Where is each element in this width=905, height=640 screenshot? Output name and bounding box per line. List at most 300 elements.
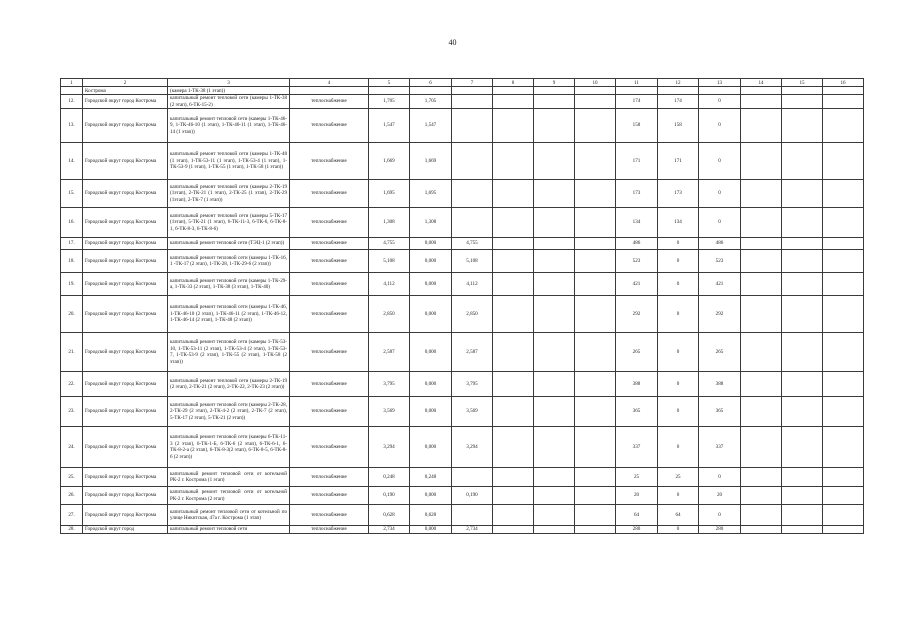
cell-value-12: 0 xyxy=(658,427,699,468)
cell-value-13: 20 xyxy=(699,487,741,505)
cell-empty xyxy=(534,505,575,526)
cell-empty xyxy=(782,250,823,273)
cell-municipality: Городской округ город Кострома xyxy=(83,180,168,208)
cell-row-number: 14. xyxy=(61,143,83,180)
cell-empty xyxy=(741,180,782,208)
cell-value-6: 1,705 xyxy=(410,95,452,109)
cell-value-11: 265 xyxy=(616,333,658,372)
cell-municipality: Городской округ город Кострома xyxy=(83,273,168,296)
cell-value-12: 0 xyxy=(658,487,699,505)
cell-value-7: 3,294 xyxy=(452,427,493,468)
cell-value-5: 4,112 xyxy=(369,273,410,296)
table-row xyxy=(61,250,864,273)
table-row xyxy=(61,397,864,427)
cell-value-12: 0 xyxy=(658,333,699,372)
cell-row-number: 24. xyxy=(61,427,83,468)
cell-empty xyxy=(741,372,782,397)
cell-value-7: 3,795 xyxy=(452,372,493,397)
cell-empty xyxy=(575,526,616,534)
cell-empty xyxy=(534,427,575,468)
cell-empty xyxy=(782,505,823,526)
cell-service-type: теплоснабжение xyxy=(290,505,369,526)
cell-empty xyxy=(493,397,534,427)
cell-empty xyxy=(575,238,616,250)
cell-empty xyxy=(575,143,616,180)
cell-value-11: 337 xyxy=(616,427,658,468)
cell-value-13: 0 xyxy=(699,208,741,238)
cell-empty xyxy=(741,273,782,296)
data-table xyxy=(60,78,864,534)
cell-description: капитальный ремонт тепловой сети от котельной РК-2 г. Кострома (2 этап) xyxy=(168,487,290,505)
cell-description: капитальный ремонт тепловой сети (камеры 1-ТК-53-10, 1-ТК-53-11 (2 этап), 1-ТК-53-4 (2 этап), 1-ТК-53-7, 1-ТК-53-9 (2 этап), 1-ТК-55 (2 этап), 1-ТК-58 (2 этап)) xyxy=(168,333,290,372)
cell-empty xyxy=(534,296,575,333)
cell-value-11: 280 xyxy=(616,526,658,534)
cell-municipality: Городской округ город Кострома xyxy=(83,427,168,468)
cell-row-number: 17. xyxy=(61,238,83,250)
cell-empty xyxy=(741,526,782,534)
cell-empty xyxy=(782,238,823,250)
cell-description: (камера 1-ТК-38 (1 этап)) xyxy=(168,87,290,95)
cell-value-5: 1,695 xyxy=(369,180,410,208)
cell-description: капитальный ремонт тепловой сети от котельной РК-2 г. Кострома (1 этап) xyxy=(168,468,290,487)
table-row xyxy=(61,238,864,250)
cell-empty xyxy=(782,273,823,296)
cell-empty xyxy=(575,273,616,296)
cell-value-11: 421 xyxy=(616,273,658,296)
cell-empty xyxy=(823,487,864,505)
cell-row-number: 16. xyxy=(61,208,83,238)
cell-municipality: Городской округ город Кострома xyxy=(83,468,168,487)
cell-value-6: 0,000 xyxy=(410,372,452,397)
cell-municipality: Городской округ город Кострома xyxy=(83,238,168,250)
cell-empty xyxy=(493,250,534,273)
cell-municipality: Городской округ город Кострома xyxy=(83,487,168,505)
cell-value-6: 0,000 xyxy=(410,333,452,372)
cell-municipality: Городской округ город Кострома xyxy=(83,505,168,526)
cell-empty xyxy=(534,372,575,397)
cell-value-7 xyxy=(452,505,493,526)
cell-empty xyxy=(782,468,823,487)
cell-value-13: 523 xyxy=(699,250,741,273)
cell-value-6: 1,669 xyxy=(410,143,452,180)
cell-value-5: 0,628 xyxy=(369,505,410,526)
cell-empty xyxy=(782,487,823,505)
cell-row-number: 23. xyxy=(61,397,83,427)
cell-empty xyxy=(741,109,782,143)
cell-value-6: 0,000 xyxy=(410,526,452,534)
cell-value-13: 0 xyxy=(699,468,741,487)
cell-value-7 xyxy=(452,180,493,208)
cell-value-7 xyxy=(452,143,493,180)
cell-value-5: 1,669 xyxy=(369,143,410,180)
cell-value-11: 20 xyxy=(616,487,658,505)
cell-empty xyxy=(534,526,575,534)
cell-empty xyxy=(493,95,534,109)
column-header: 1 xyxy=(61,79,83,87)
table-row xyxy=(61,109,864,143)
cell-value-5: 0,190 xyxy=(369,487,410,505)
cell-empty xyxy=(782,143,823,180)
cell-empty xyxy=(493,487,534,505)
cell-municipality: Городской округ город Кострома xyxy=(83,143,168,180)
cell-value-5: 1,308 xyxy=(369,208,410,238)
column-header: 2 xyxy=(83,79,168,87)
cell-value-5: 1,705 xyxy=(369,95,410,109)
cell-empty xyxy=(493,468,534,487)
cell-description: капитальный ремонт тепловой сети (камеры 1-ТК-46-9, 1-ТК-46-10 (1 этап), 1-ТК-46-11 (1 этап), 1-ТК-46-14 (1 этап)) xyxy=(168,109,290,143)
cell-value-6: 1,308 xyxy=(410,208,452,238)
cell-value-13: 0 xyxy=(699,95,741,109)
cell-empty xyxy=(782,109,823,143)
cell-empty xyxy=(782,397,823,427)
cell-empty xyxy=(782,333,823,372)
cell-service-type: теплоснабжение xyxy=(290,95,369,109)
cell-value-12: 25 xyxy=(658,468,699,487)
cell-description: капитальный ремонт тепловой сети (камеры 2-ТК-19 (2 этап), 2-ТК-21 (2 этап), 2-ТК-22, 2-ТК-23 (2 этап)) xyxy=(168,372,290,397)
cell-empty xyxy=(823,95,864,109)
cell-value-5: 3,795 xyxy=(369,372,410,397)
column-header: 5 xyxy=(369,79,410,87)
cell-service-type: теплоснабжение xyxy=(290,180,369,208)
cell-empty xyxy=(741,250,782,273)
cell-empty xyxy=(741,468,782,487)
cell-service-type: теплоснабжение xyxy=(290,273,369,296)
cell-row-number: 18. xyxy=(61,250,83,273)
cell-empty xyxy=(534,333,575,372)
cell-description: капитальный ремонт тепловой сети (камеры 1-ТК-38 (2 этап), 6-ТК-15-2) xyxy=(168,95,290,109)
cell-value-7: 0,190 xyxy=(452,487,493,505)
cell-empty xyxy=(493,180,534,208)
cell-value-7 xyxy=(452,109,493,143)
cell-value-7: 4,112 xyxy=(452,273,493,296)
column-header: 6 xyxy=(410,79,452,87)
cell-value-5: 1,547 xyxy=(369,109,410,143)
cell-empty xyxy=(493,143,534,180)
cell-value-7: 2,850 xyxy=(452,296,493,333)
cell-municipality: Городской округ город Кострома xyxy=(83,250,168,273)
cell-value-13: 421 xyxy=(699,273,741,296)
cell-value-6: 0,000 xyxy=(410,238,452,250)
cell-value-7 xyxy=(452,95,493,109)
cell-empty xyxy=(575,250,616,273)
cell-empty xyxy=(534,208,575,238)
table-row xyxy=(61,333,864,372)
cell-description: капитальный ремонт тепловой сети (камеры 1-ТК-29-а, 1-ТК-33 (2 этап), 1-ТК-38 (3 этап), 1-ТК-40) xyxy=(168,273,290,296)
cell-empty xyxy=(575,208,616,238)
cell-value-13: 0 xyxy=(699,505,741,526)
cell-empty xyxy=(534,95,575,109)
cell-description: капитальный ремонт тепловой сети (камеры 6-ТК-11-3 (2 этап), 6-ТК-1-Б, 6-ТК-6 (2 этап), 6-ТК-6-1, 6-ТК-8-2-а (2 этап), 6-ТК-8-3(2 этап), 6-ТК-8-5, 6-ТК-8-6 (2 этап)) xyxy=(168,427,290,468)
cell-service-type: теплоснабжение xyxy=(290,372,369,397)
cell-empty xyxy=(782,526,823,534)
cell-row-number: 12. xyxy=(61,95,83,109)
cell-service-type: теплоснабжение xyxy=(290,250,369,273)
continued-row xyxy=(61,87,864,95)
cell-value-5: 2,850 xyxy=(369,296,410,333)
cell-value-12: 158 xyxy=(658,109,699,143)
column-header: 14 xyxy=(741,79,782,87)
cell-value-13: 365 xyxy=(699,397,741,427)
cell-row-number: 27. xyxy=(61,505,83,526)
cell-value-6: 1,547 xyxy=(410,109,452,143)
cell-value-6: 0,248 xyxy=(410,468,452,487)
cell-value-6: 1,695 xyxy=(410,180,452,208)
cell-value-7: 5,108 xyxy=(452,250,493,273)
cell-empty xyxy=(493,273,534,296)
cell-service-type: теплоснабжение xyxy=(290,238,369,250)
header-row xyxy=(61,79,864,87)
cell-value-11: 25 xyxy=(616,468,658,487)
cell-row-number: 28. xyxy=(61,526,83,534)
cell-value-13: 337 xyxy=(699,427,741,468)
cell-value-5: 4,755 xyxy=(369,238,410,250)
cell-empty xyxy=(823,505,864,526)
cell-value-12: 0 xyxy=(658,372,699,397)
cell-empty xyxy=(493,526,534,534)
cell-empty xyxy=(741,296,782,333)
table-row xyxy=(61,487,864,505)
cell-empty xyxy=(823,143,864,180)
cell-municipality: Городской округ город Кострома xyxy=(83,109,168,143)
cell-municipality: Городской округ город Кострома xyxy=(83,372,168,397)
column-header: 10 xyxy=(575,79,616,87)
cell-empty xyxy=(493,372,534,397)
cell-value-7: 3,569 xyxy=(452,397,493,427)
cell-empty xyxy=(741,333,782,372)
cell-service-type: теплоснабжение xyxy=(290,143,369,180)
cell-service-type: теплоснабжение xyxy=(290,296,369,333)
cell-municipality: Кострома xyxy=(83,87,168,95)
table-row xyxy=(61,505,864,526)
cell-empty xyxy=(534,143,575,180)
cell-empty xyxy=(741,238,782,250)
cell-empty xyxy=(575,180,616,208)
cell-empty xyxy=(534,180,575,208)
cell-description: капитальный ремонт тепловой сети от котельной по улице Никитская, 47а г. Кострома (1 этап) xyxy=(168,505,290,526)
cell-empty xyxy=(493,427,534,468)
cell-municipality: Городской округ город Кострома xyxy=(83,95,168,109)
cell-empty xyxy=(493,109,534,143)
cell-empty xyxy=(493,238,534,250)
table-row xyxy=(61,143,864,180)
cell-row-number: 25. xyxy=(61,468,83,487)
cell-value-5: 0,248 xyxy=(369,468,410,487)
cell-value-13: 388 xyxy=(699,372,741,397)
cell-service-type: теплоснабжение xyxy=(290,427,369,468)
cell-empty xyxy=(782,372,823,397)
table-row xyxy=(61,296,864,333)
column-header: 16 xyxy=(823,79,864,87)
cell-empty xyxy=(823,372,864,397)
cell-value-6: 0,000 xyxy=(410,250,452,273)
cell-empty xyxy=(782,95,823,109)
cell-empty xyxy=(493,333,534,372)
cell-row-number: 20. xyxy=(61,296,83,333)
cell-empty xyxy=(823,427,864,468)
cell-empty xyxy=(823,296,864,333)
cell-empty xyxy=(741,487,782,505)
cell-value-11: 174 xyxy=(616,95,658,109)
cell-description: капитальный ремонт тепловой сети (камеры 2-ТК-19 (1этап), 2-ТК-21 (1 этап), 2-ТК-25 (1 этап), 2-ТК-29 (1этап), 2-ТК-7 (1 этап)) xyxy=(168,180,290,208)
cell-empty xyxy=(741,397,782,427)
cell-value-11: 523 xyxy=(616,250,658,273)
cell-empty xyxy=(575,95,616,109)
cell-empty xyxy=(575,296,616,333)
table-row xyxy=(61,427,864,468)
cell-municipality: Городской округ город Кострома xyxy=(83,296,168,333)
cell-value-11: 388 xyxy=(616,372,658,397)
cell-value-6: 0,000 xyxy=(410,487,452,505)
cell-value-13: 0 xyxy=(699,180,741,208)
cell-value-11: 134 xyxy=(616,208,658,238)
cell-num xyxy=(61,87,83,95)
cell-empty xyxy=(741,427,782,468)
cell-value-12: 134 xyxy=(658,208,699,238)
cell-empty xyxy=(534,109,575,143)
page-number: 40 xyxy=(448,38,457,47)
cell-empty xyxy=(823,468,864,487)
column-header: 4 xyxy=(290,79,369,87)
cell-description: капитальный ремонт тепловой сети (камеры 1-ТК-16, 1 -ТК-17 (2 этап), 1-ТК-28, 1-ТК-29-6 (2 этап)) xyxy=(168,250,290,273)
table-row xyxy=(61,526,864,534)
cell-empty xyxy=(823,250,864,273)
cell-empty xyxy=(782,180,823,208)
cell-description: капитальный ремонт тепловой сети (ТЭЦ-1 (2 этап)) xyxy=(168,238,290,250)
cell-service-type: теплоснабжение xyxy=(290,526,369,534)
cell-empty xyxy=(823,273,864,296)
cell-value-11: 64 xyxy=(616,505,658,526)
cell-value-5: 3,294 xyxy=(369,427,410,468)
cell-value-12: 171 xyxy=(658,143,699,180)
column-header: 15 xyxy=(782,79,823,87)
cell-empty xyxy=(575,397,616,427)
cell-empty xyxy=(575,372,616,397)
cell-empty xyxy=(823,526,864,534)
cell-empty xyxy=(534,250,575,273)
cell-value-11: 365 xyxy=(616,397,658,427)
cell-value-12: 0 xyxy=(658,296,699,333)
cell-value-7 xyxy=(452,208,493,238)
cell-value-11: 158 xyxy=(616,109,658,143)
cell-value-7: 2,587 xyxy=(452,333,493,372)
cell-empty xyxy=(575,333,616,372)
cell-value-11: 292 xyxy=(616,296,658,333)
cell-empty xyxy=(823,397,864,427)
cell-empty xyxy=(534,487,575,505)
cell-municipality: Городской округ город xyxy=(83,526,168,534)
cell-value-7 xyxy=(452,468,493,487)
cell-empty xyxy=(534,468,575,487)
cell-empty xyxy=(575,487,616,505)
cell-value-12: 0 xyxy=(658,397,699,427)
cell-value-5: 3,569 xyxy=(369,397,410,427)
cell-empty xyxy=(493,208,534,238)
cell-value-6: 0,000 xyxy=(410,273,452,296)
cell-value-13: 265 xyxy=(699,333,741,372)
column-header: 12 xyxy=(658,79,699,87)
cell-service-type: теплоснабжение xyxy=(290,208,369,238)
table-body xyxy=(61,79,864,534)
cell-empty xyxy=(575,505,616,526)
cell-value-12: 0 xyxy=(658,250,699,273)
cell-empty xyxy=(741,208,782,238)
cell-value-12: 0 xyxy=(658,526,699,534)
cell-empty xyxy=(575,427,616,468)
cell-municipality: Городской округ город Кострома xyxy=(83,333,168,372)
cell-value-5: 2,734 xyxy=(369,526,410,534)
cell-description: капитальный ремонт тепловой сети xyxy=(168,526,290,534)
cell-row-number: 19. xyxy=(61,273,83,296)
cell-value-13: 280 xyxy=(699,526,741,534)
cell-value-13: 292 xyxy=(699,296,741,333)
cell-empty xyxy=(823,180,864,208)
cell-value-11: 486 xyxy=(616,238,658,250)
cell-empty xyxy=(741,143,782,180)
cell-empty xyxy=(782,427,823,468)
cell-value-12: 0 xyxy=(658,273,699,296)
cell-row-number: 15. xyxy=(61,180,83,208)
table-row xyxy=(61,208,864,238)
cell-value-6: 0,000 xyxy=(410,296,452,333)
cell-value-12: 64 xyxy=(658,505,699,526)
table-row xyxy=(61,95,864,109)
cell-value-6: 0,000 xyxy=(410,397,452,427)
column-header: 11 xyxy=(616,79,658,87)
cell-description: капитальный ремонт тепловой сети (камеры 1-ТК-46, 1-ТК-46-10 (2 этап), 1-ТК-46-11 (2 этап), 1-ТК-46-12, 1-ТК-46-14 (2 этап), 1-ТК-48 (2 этап)) xyxy=(168,296,290,333)
cell-description: капитальный ремонт тепловой сети (камеры 5-ТК-17 (1этап), 5-ТК-21 (1 этап), 6-ТК-11-3, 6-ТК-6, 6-ТК-8-1, 6-ТК-8-3, 6-ТК-8-6) xyxy=(168,208,290,238)
cell-empty xyxy=(575,468,616,487)
table-row xyxy=(61,273,864,296)
cell-value-13: 0 xyxy=(699,143,741,180)
column-header: 7 xyxy=(452,79,493,87)
cell-row-number: 26. xyxy=(61,487,83,505)
cell-municipality: Городской округ город Кострома xyxy=(83,397,168,427)
table-row xyxy=(61,372,864,397)
cell-value-12: 173 xyxy=(658,180,699,208)
cell-value-11: 171 xyxy=(616,143,658,180)
column-header: 3 xyxy=(168,79,290,87)
cell-empty xyxy=(493,505,534,526)
cell-empty xyxy=(534,238,575,250)
cell-service-type: теплоснабжение xyxy=(290,468,369,487)
cell-empty xyxy=(534,397,575,427)
table-row xyxy=(61,180,864,208)
cell-empty xyxy=(493,296,534,333)
cell-value-12: 174 xyxy=(658,95,699,109)
table-row xyxy=(61,468,864,487)
cell-empty xyxy=(575,109,616,143)
cell-row-number: 22. xyxy=(61,372,83,397)
cell-empty xyxy=(534,273,575,296)
column-header: 9 xyxy=(534,79,575,87)
cell-empty xyxy=(823,208,864,238)
cell-value-12: 0 xyxy=(658,238,699,250)
cell-value-6: 0,628 xyxy=(410,505,452,526)
cell-row-number: 21. xyxy=(61,333,83,372)
cell-empty xyxy=(823,333,864,372)
cell-service-type: теплоснабжение xyxy=(290,109,369,143)
cell-value-5: 2,587 xyxy=(369,333,410,372)
cell-value-13: 486 xyxy=(699,238,741,250)
column-header: 8 xyxy=(493,79,534,87)
cell-empty xyxy=(823,109,864,143)
cell-value-5: 5,108 xyxy=(369,250,410,273)
cell-empty xyxy=(782,208,823,238)
cell-value-7: 4,755 xyxy=(452,238,493,250)
cell-description: капитальный ремонт тепловой сети (камеры 1-ТК-48 (1 этап), 1-ТК-53-11 (1 этап), 1-ТК-53-4 (1 этап), 1-ТК-53-9 (1 этап), 1-ТК-55 (1 этап), 1-ТК-58 (1 этап)) xyxy=(168,143,290,180)
cell-description: капитальный ремонт тепловой сети (камеры 2-ТК-28, 2-ТК-29 (2 этап), 2-ТК-4-2 (2 этап), 2-ТК-7 (2 этап), 5-ТК-17 (2 этап), 5-ТК-21 (2 этап)) xyxy=(168,397,290,427)
cell-empty xyxy=(823,238,864,250)
